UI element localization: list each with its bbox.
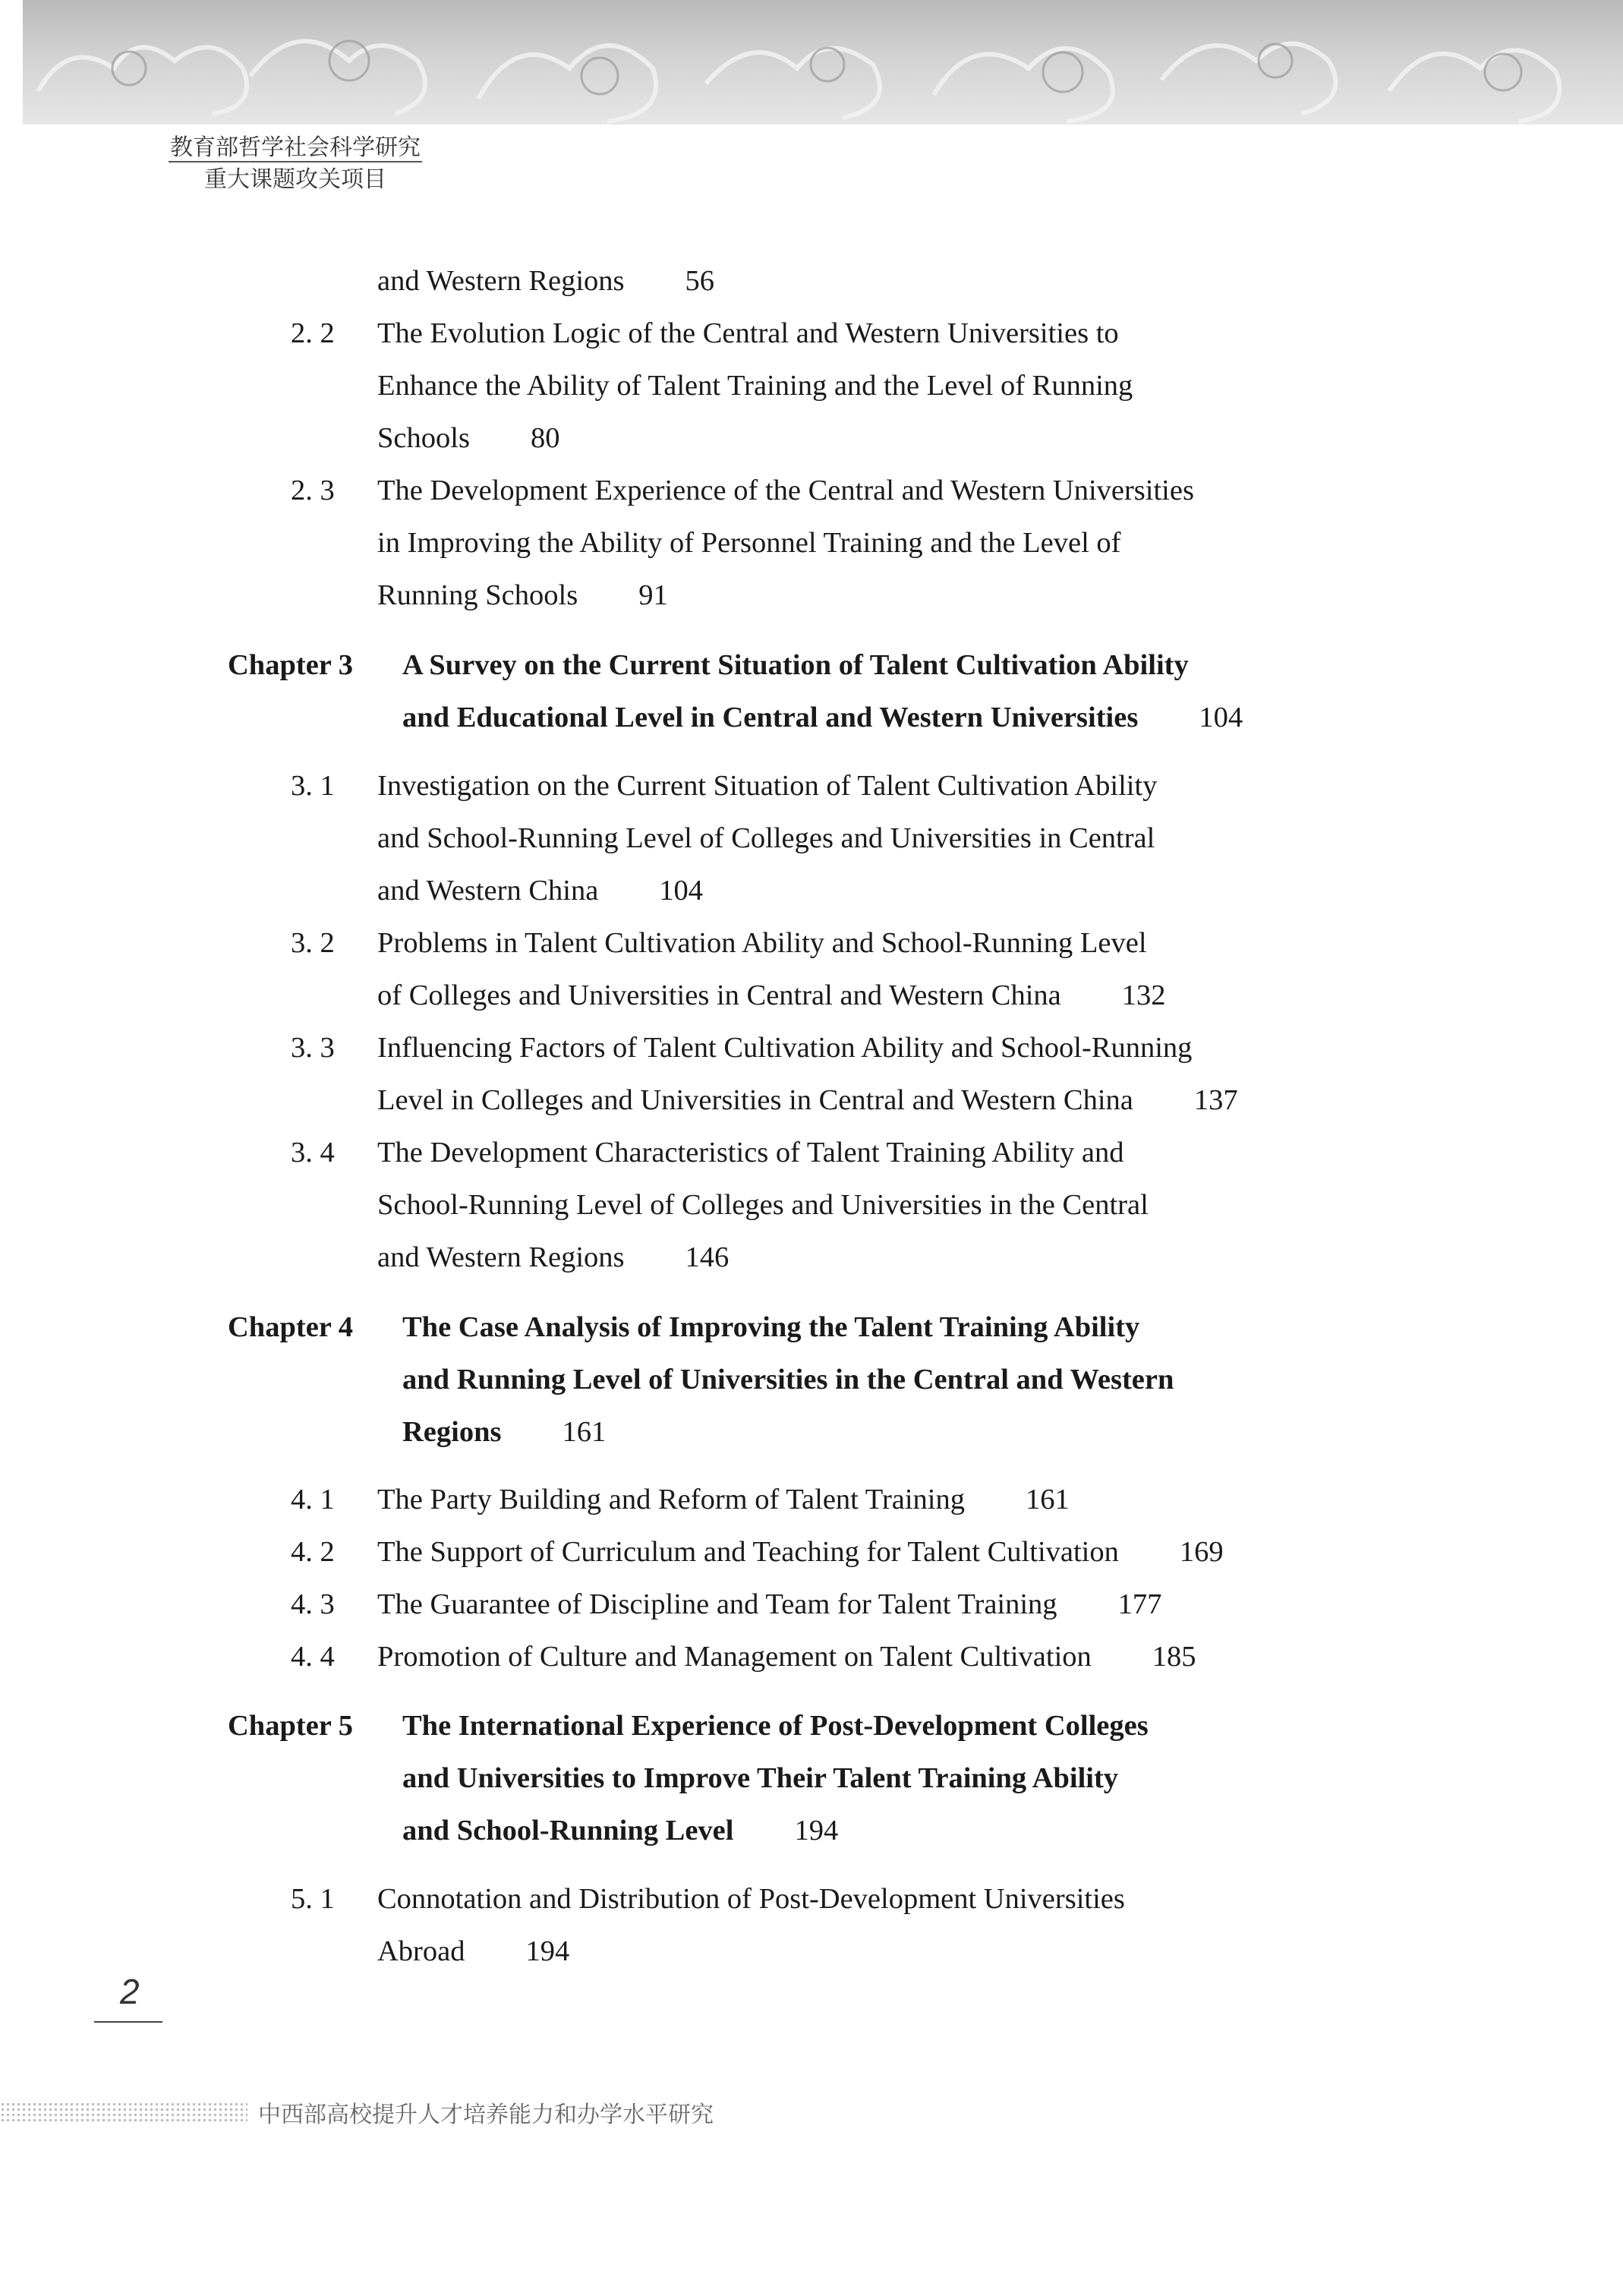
section-number: 3. 4	[291, 1137, 335, 1168]
section-number: 3. 1	[291, 770, 335, 802]
book-title: 中西部高校提升人才培养能力和办学水平研究	[258, 2102, 714, 2128]
series-title-line1: 教育部哲学社会科学研究	[170, 134, 421, 161]
toc-line: The Support of Curriculum and Teaching for Talent Cultivation 169	[377, 1536, 1224, 1568]
toc-line: The Evolution Logic of the Central and Western Universities to	[377, 317, 1119, 349]
toc-line: Influencing Factors of Talent Cultivation Ability and School-Running	[377, 1032, 1193, 1064]
toc-line: and Western Regions 56	[377, 265, 715, 297]
toc-line: Problems in Talent Cultivation Ability and School-Running Level	[377, 927, 1147, 959]
section-number: 4. 4	[291, 1641, 335, 1673]
toc-line: Abroad 194	[377, 1935, 570, 1967]
toc-line: Investigation on the Current Situation of Talent Cultivation Ability	[377, 770, 1158, 802]
chapter-title-line: and School-Running Level 194	[402, 1815, 839, 1847]
toc-line: The Development Experience of the Central and Western Universities	[377, 475, 1194, 506]
toc-line: Enhance the Ability of Talent Training and the Level of Running	[377, 370, 1133, 402]
toc-line: School-Running Level of Colleges and Universities in the Central	[377, 1189, 1149, 1221]
chapter-title-line: and Universities to Improve Their Talent Training Ability	[402, 1762, 1119, 1794]
chapter-title-line: A Survey on the Current Situation of Talent Cultivation Ability	[402, 649, 1189, 681]
section-number: 3. 3	[291, 1032, 335, 1064]
section-number: 4. 1	[291, 1484, 335, 1515]
toc-line: Level in Colleges and Universities in Central and Western China 137	[377, 1084, 1238, 1116]
section-number: 5. 1	[291, 1883, 335, 1915]
toc-line: and Western China 104	[377, 875, 704, 907]
toc-line: The Guarantee of Discipline and Team for Talent Training 177	[377, 1588, 1162, 1620]
section-number: 2. 3	[291, 475, 335, 506]
page-number-rule	[94, 2021, 162, 2023]
page-number: 2	[120, 1972, 140, 2011]
section-number: 4. 2	[291, 1536, 335, 1568]
chapter-title-line: and Running Level of Universities in the Central and Western	[402, 1364, 1174, 1396]
chapter-label: Chapter 4	[228, 1311, 354, 1343]
toc-line: and Western Regions 146	[377, 1241, 730, 1273]
chapter-title-line: The International Experience of Post-Development Colleges	[402, 1710, 1149, 1742]
toc-line: of Colleges and Universities in Central and Western China 132	[377, 979, 1166, 1011]
dotted-ornament	[0, 2102, 247, 2121]
chapter-title-line: Regions 161	[402, 1416, 607, 1448]
chapter-label: Chapter 3	[228, 649, 354, 681]
section-number: 3. 2	[291, 927, 335, 959]
toc-line: and School-Running Level of Colleges and Universities in Central	[377, 822, 1155, 854]
chapter-title-line: and Educational Level in Central and Western Universities 104	[402, 702, 1243, 733]
section-number: 2. 2	[291, 317, 335, 349]
section-number: 4. 3	[291, 1588, 335, 1620]
chapter-title-line: The Case Analysis of Improving the Talent Training Ability	[402, 1311, 1140, 1343]
toc-line: The Party Building and Reform of Talent Training 161	[377, 1484, 1070, 1515]
toc-line: Connotation and Distribution of Post-Development Universities	[377, 1883, 1125, 1915]
toc-line: Running Schools 91	[377, 579, 668, 611]
toc-line: Promotion of Culture and Management on Talent Cultivation 185	[377, 1641, 1196, 1673]
chapter-label: Chapter 5	[228, 1710, 354, 1742]
toc-line: in Improving the Ability of Personnel Training and the Level of	[377, 527, 1121, 559]
toc-line: Schools 80	[377, 422, 560, 454]
series-title-line2: 重大课题攻关项目	[204, 166, 386, 193]
toc-line: The Development Characteristics of Talent Training Ability and	[377, 1137, 1124, 1168]
